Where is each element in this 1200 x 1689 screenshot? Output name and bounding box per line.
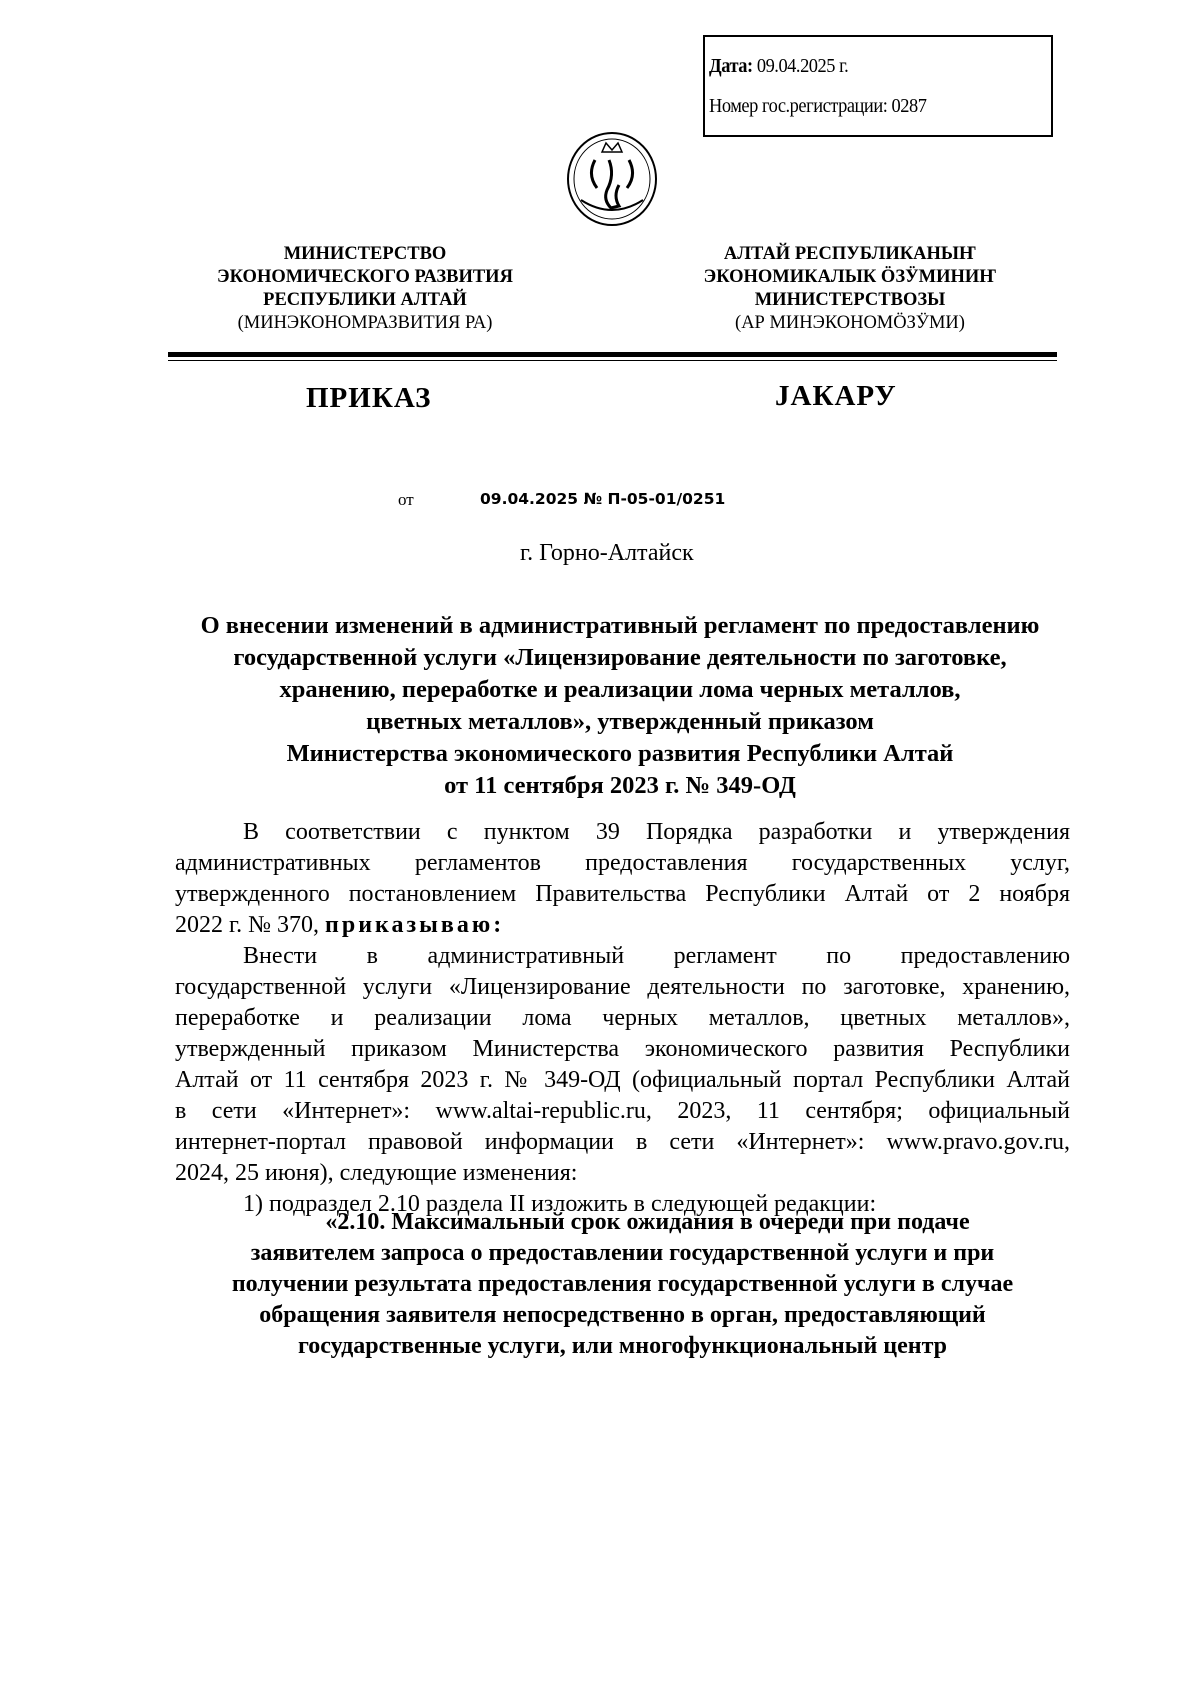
body-paragraph-1: В соответствии с пунктом 39 Порядка разработки и утверждения административных регламентов предоставления государственных услуг, утвержденного постановлением Правительства Республики Алтай от 2 ноября 2022 г. № 370, приказываю: bbox=[175, 819, 1070, 938]
order-date-number: 09.04.2025 № П-05-01/0251 bbox=[480, 490, 726, 508]
title-order-altai: JАКАРУ bbox=[775, 380, 897, 412]
registration-stamp-box bbox=[703, 35, 1053, 137]
order-word: приказываю: bbox=[325, 912, 505, 938]
amendment-quote: «2.10. Максимальный срок ожидания в очереди при подаче заявителем запроса о предоставлении государственной услуги и при получении результата предоставления государственной услуги в случае обращения заявителя непосредственно в орган, предоставляющий государственные услуги, или многофункциональный центр bbox=[231, 1209, 1014, 1359]
ministry-name-russian: МИНИСТЕРСТВО ЭКОНОМИЧЕСКОГО РАЗВИТИЯ РЕСПУБЛИКИ АЛТАЙ (МИНЭКОНОМРАЗВИТИЯ РА) bbox=[217, 244, 513, 333]
title-order-russian: ПРИКАЗ bbox=[306, 382, 432, 414]
city: г. Горно-Алтайск bbox=[520, 540, 694, 566]
ministry-name-altai: АЛТАЙ РЕСПУБЛИКАНЫҤ ЭКОНОМИКАЛЫК ÖЗӰМИНИҤ МИНИСТЕРСТВОЗЫ (АР МИНЭКОНОМÖЗӰМИ) bbox=[703, 244, 997, 333]
registration-date: Дата: 09.04.2025 г. bbox=[709, 55, 849, 77]
coat-of-arms-emblem-icon bbox=[565, 130, 659, 228]
order-heading: О внесении изменений в административный регламент по предоставлению государственной услуги «Лицензирование деятельности по заготовке, хранению, переработке и реализации лома черных металлов, цветных металлов», утвержденный приказом Министерства экономического развития Республики Алтай от 11 сентября 2023 г. № 349-ОД bbox=[200, 612, 1040, 799]
item-1: 1) подраздел 2.10 раздела II изложить в следующей редакции: bbox=[243, 1191, 877, 1217]
header-divider-thick bbox=[168, 352, 1057, 357]
header-divider-thin bbox=[168, 360, 1057, 361]
from-label: от bbox=[398, 490, 414, 509]
body-paragraph-2: Внести в административный регламент по предоставлению государственной услуги «Лицензирование деятельности по заготовке, хранению, переработке и реализации лома черных металлов, цветных металлов», утвержденный приказом Министерства экономического развития Республики Алтай от 11 сентября 2023 г. № 349-ОД (официальный портал Республики Алтай в сети «Интернет»: www.altai-republic.ru, 2023, 11 сентября; официальный интернет-портал правовой информации в сети «Интернет»: www.pravo.gov.ru, 2024, 25 июня), следующие изменения: 1) подраздел 2.10 раздела II изложить в следующей редакции: bbox=[175, 941, 1070, 1220]
registration-number: Номер гос.регистрации: 0287 bbox=[709, 95, 927, 117]
